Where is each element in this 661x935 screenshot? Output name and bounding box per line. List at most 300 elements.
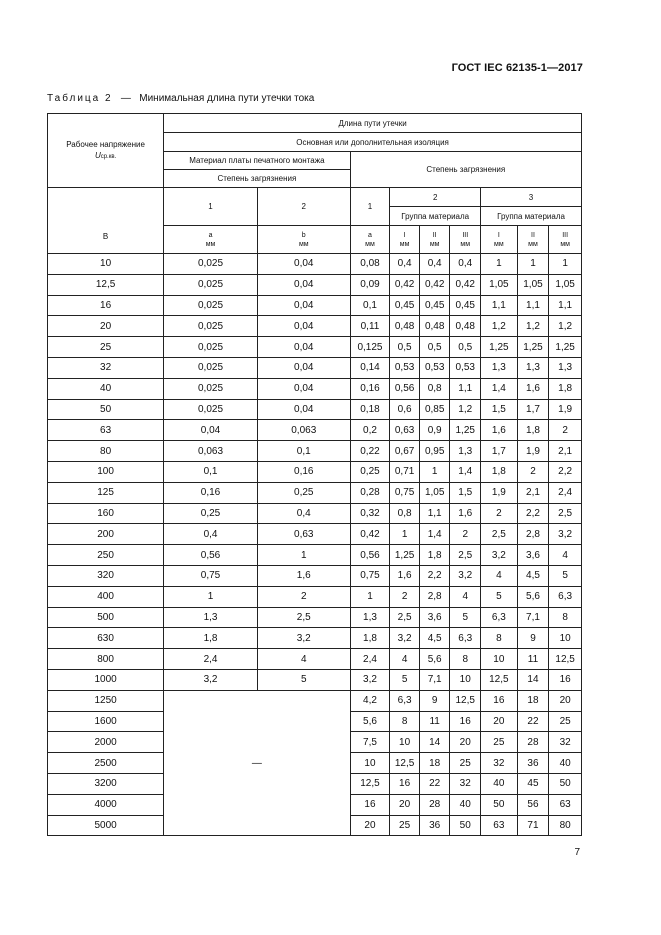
table-cell: 1,6 — [257, 565, 350, 586]
note-a-pcb: a мм — [164, 226, 258, 254]
table-cell: 14 — [419, 732, 450, 753]
table-cell: 0,04 — [257, 254, 350, 275]
table-cell: 2,5 — [390, 607, 420, 628]
table-cell: 1,25 — [390, 545, 420, 566]
table-cell: 2,8 — [517, 524, 549, 545]
table-cell: 8 — [549, 607, 582, 628]
table-cell: 2,5 — [450, 545, 481, 566]
table-cell: 0,75 — [350, 565, 390, 586]
table-cell: 1,8 — [549, 378, 582, 399]
table-cell: 22 — [517, 711, 549, 732]
empty-dash-cell: — — [164, 690, 350, 836]
creepage-table — [47, 113, 582, 836]
table-cell: 0,04 — [257, 274, 350, 295]
table-cell: 16 — [48, 295, 164, 316]
table-row — [48, 441, 582, 462]
group-II-deg3: II мм — [517, 226, 549, 254]
voltage-unit: В — [48, 188, 164, 254]
table-row — [48, 669, 582, 690]
table-cell: 40 — [450, 794, 481, 815]
table-cell: 320 — [48, 565, 164, 586]
caption-dash: — — [120, 93, 131, 104]
table-cell: 0,063 — [257, 420, 350, 441]
table-cell: 50 — [450, 815, 481, 836]
table-cell: 3200 — [48, 773, 164, 794]
table-row — [48, 649, 582, 670]
table-cell: 80 — [549, 815, 582, 836]
table-cell: 5000 — [48, 815, 164, 836]
table-cell: 0,63 — [257, 524, 350, 545]
table-cell: 0,025 — [164, 378, 258, 399]
table-cell: 3,2 — [549, 524, 582, 545]
table-cell: 1,1 — [517, 295, 549, 316]
table-cell: 4,2 — [350, 690, 390, 711]
table-cell: 250 — [48, 545, 164, 566]
table-cell: 1 — [419, 461, 450, 482]
table-cell: 3,2 — [481, 545, 518, 566]
table-cell: 32 — [549, 732, 582, 753]
table-cell: 5 — [549, 565, 582, 586]
table-row — [48, 357, 582, 378]
table-cell: 630 — [48, 628, 164, 649]
table-cell: 0,25 — [257, 482, 350, 503]
table-cell: 1,3 — [517, 357, 549, 378]
group-I-deg3: I мм — [481, 226, 518, 254]
table-cell: 0,4 — [164, 524, 258, 545]
table-cell: 0,8 — [390, 503, 420, 524]
table-row — [48, 399, 582, 420]
table-cell: 0,4 — [450, 254, 481, 275]
table-cell: 1,6 — [390, 565, 420, 586]
table-cell: 12,5 — [549, 649, 582, 670]
table-cell: 7,1 — [517, 607, 549, 628]
table-cell: 0,04 — [257, 378, 350, 399]
table-cell: 50 — [481, 794, 518, 815]
degree-2-pcb: 2 — [257, 188, 350, 226]
standard-header: ГОСТ IEC 62135-1—2017 — [451, 62, 583, 74]
table-cell: 1,3 — [481, 357, 518, 378]
table-cell: 1,3 — [350, 607, 390, 628]
table-cell: 9 — [517, 628, 549, 649]
table-row — [48, 420, 582, 441]
pcb-material-header: Материал платы печатного монтажа — [164, 152, 350, 170]
table-cell: 0,8 — [419, 378, 450, 399]
table-cell: 20 — [48, 316, 164, 337]
table-cell: 125 — [48, 482, 164, 503]
table-cell: 2 — [450, 524, 481, 545]
table-cell: 2,4 — [164, 649, 258, 670]
table-cell: 25 — [481, 732, 518, 753]
table-cell: 40 — [481, 773, 518, 794]
table-cell: 10 — [481, 649, 518, 670]
table-cell: 18 — [517, 690, 549, 711]
table-row — [48, 565, 582, 586]
table-cell: 32 — [481, 753, 518, 774]
table-cell: 1,25 — [549, 337, 582, 358]
table-cell: 5 — [390, 669, 420, 690]
table-row — [48, 337, 582, 358]
table-cell: 10 — [350, 753, 390, 774]
table-cell: 0,16 — [164, 482, 258, 503]
table-cell: 0,04 — [257, 316, 350, 337]
table-cell: 10 — [390, 732, 420, 753]
table-cell: 800 — [48, 649, 164, 670]
table-cell: 1,7 — [481, 441, 518, 462]
table-cell: 2000 — [48, 732, 164, 753]
table-cell: 1,9 — [481, 482, 518, 503]
table-cell: 16 — [450, 711, 481, 732]
table-cell: 0,025 — [164, 337, 258, 358]
table-cell: 1,05 — [481, 274, 518, 295]
table-cell: 6,3 — [450, 628, 481, 649]
table-cell: 0,09 — [350, 274, 390, 295]
table-cell: 0,16 — [350, 378, 390, 399]
table-cell: 1,6 — [517, 378, 549, 399]
material-group-3: Группа материала — [481, 207, 582, 226]
table-cell: 1,2 — [517, 316, 549, 337]
table-cell: 0,42 — [390, 274, 420, 295]
table-cell: 45 — [517, 773, 549, 794]
table-cell: 0,025 — [164, 254, 258, 275]
table-cell: 0,4 — [257, 503, 350, 524]
table-cell: 1,05 — [419, 482, 450, 503]
table-cell: 1 — [257, 545, 350, 566]
degree-3: 3 — [481, 188, 582, 207]
table-cell: 100 — [48, 461, 164, 482]
table-cell: 4 — [390, 649, 420, 670]
table-cell: 1,1 — [481, 295, 518, 316]
table-cell: 1,25 — [450, 420, 481, 441]
table-cell: 12,5 — [350, 773, 390, 794]
degree-1: 1 — [350, 188, 390, 226]
table-cell: 1250 — [48, 690, 164, 711]
table-cell: 0,025 — [164, 295, 258, 316]
table-cell: 25 — [390, 815, 420, 836]
table-cell: 18 — [419, 753, 450, 774]
group-I-deg2: I мм — [390, 226, 420, 254]
table-cell: 0,75 — [390, 482, 420, 503]
table-cell: 63 — [549, 794, 582, 815]
table-row — [48, 378, 582, 399]
table-cell: 1,05 — [517, 274, 549, 295]
table-cell: 12,5 — [48, 274, 164, 295]
table-cell: 5 — [450, 607, 481, 628]
table-cell: 20 — [390, 794, 420, 815]
table-cell: 71 — [517, 815, 549, 836]
table-cell: 1000 — [48, 669, 164, 690]
table-cell: 0,04 — [257, 357, 350, 378]
table-cell: 0,45 — [419, 295, 450, 316]
table-row — [48, 690, 582, 711]
table-cell: 0,85 — [419, 399, 450, 420]
table-cell: 1,1 — [419, 503, 450, 524]
table-cell: 36 — [419, 815, 450, 836]
table-cell: 1,25 — [517, 337, 549, 358]
table-cell: 0,5 — [390, 337, 420, 358]
table-cell: 0,16 — [257, 461, 350, 482]
table-cell: 3,2 — [257, 628, 350, 649]
creepage-title: Длина пути утечки — [164, 114, 582, 133]
table-cell: 0,9 — [419, 420, 450, 441]
table-cell: 20 — [549, 690, 582, 711]
table-cell: 1,7 — [517, 399, 549, 420]
table-cell: 20 — [450, 732, 481, 753]
table-cell: 25 — [450, 753, 481, 774]
table-cell: 2 — [549, 420, 582, 441]
table-row — [48, 295, 582, 316]
table-cell: 0,28 — [350, 482, 390, 503]
table-cell: 1,1 — [450, 378, 481, 399]
table-cell: 2,5 — [257, 607, 350, 628]
table-cell: 0,75 — [164, 565, 258, 586]
table-cell: 3,2 — [390, 628, 420, 649]
table-cell: 0,04 — [257, 399, 350, 420]
table-cell: 1 — [390, 524, 420, 545]
table-cell: 10 — [549, 628, 582, 649]
table-cell: 0,5 — [450, 337, 481, 358]
table-cell: 0,56 — [350, 545, 390, 566]
table-cell: 1600 — [48, 711, 164, 732]
table-cell: 8 — [450, 649, 481, 670]
table-cell: 10 — [450, 669, 481, 690]
table-cell: 0,45 — [390, 295, 420, 316]
table-cell: 0,04 — [257, 337, 350, 358]
table-cell: 1,2 — [549, 316, 582, 337]
table-cell: 2,2 — [419, 565, 450, 586]
table-cell: 1,8 — [517, 420, 549, 441]
table-cell: 0,08 — [350, 254, 390, 275]
table-row — [48, 274, 582, 295]
table-cell: 0,025 — [164, 316, 258, 337]
table-cell: 0,1 — [164, 461, 258, 482]
table-row — [48, 524, 582, 545]
table-cell: 50 — [48, 399, 164, 420]
table-cell: 0,48 — [419, 316, 450, 337]
table-cell: 3,6 — [517, 545, 549, 566]
table-cell: 6,3 — [481, 607, 518, 628]
table-cell: 16 — [350, 794, 390, 815]
table-cell: 28 — [419, 794, 450, 815]
table-cell: 0,56 — [164, 545, 258, 566]
table-cell: 0,025 — [164, 357, 258, 378]
table-cell: 3,2 — [450, 565, 481, 586]
table-cell: 12,5 — [450, 690, 481, 711]
table-cell: 0,53 — [390, 357, 420, 378]
material-group-2: Группа материала — [390, 207, 481, 226]
group-III-deg2: III мм — [450, 226, 481, 254]
table-cell: 0,11 — [350, 316, 390, 337]
table-cell: 2,2 — [517, 503, 549, 524]
degree-2: 2 — [390, 188, 481, 207]
voltage-header: Рабочее напряжение Uср.кв. — [48, 114, 164, 188]
table-cell: 0,025 — [164, 274, 258, 295]
table-cell: 160 — [48, 503, 164, 524]
table-cell: 63 — [48, 420, 164, 441]
table-cell: 4,5 — [419, 628, 450, 649]
caption-label: Таблица 2 — [47, 93, 113, 104]
table-cell: 1,3 — [450, 441, 481, 462]
table-cell: 1,3 — [549, 357, 582, 378]
table-cell: 22 — [419, 773, 450, 794]
table-cell: 2 — [481, 503, 518, 524]
table-cell: 63 — [481, 815, 518, 836]
table-cell: 1,4 — [419, 524, 450, 545]
table-cell: 16 — [481, 690, 518, 711]
table-cell: 25 — [48, 337, 164, 358]
caption-title: Минимальная длина пути утечки тока — [139, 93, 315, 104]
page-number: 7 — [574, 847, 580, 858]
table-row — [48, 607, 582, 628]
table-cell: 0,2 — [350, 420, 390, 441]
table-cell: 1,9 — [549, 399, 582, 420]
table-cell: 1 — [164, 586, 258, 607]
table-cell: 2 — [257, 586, 350, 607]
table-cell: 1,4 — [481, 378, 518, 399]
note-a: a мм — [350, 226, 390, 254]
table-cell: 40 — [549, 753, 582, 774]
table-cell: 0,71 — [390, 461, 420, 482]
table-cell: 1 — [481, 254, 518, 275]
table-cell: 1,3 — [164, 607, 258, 628]
pollution-degree-header: Степень загрязнения — [350, 152, 581, 188]
table-cell: 10 — [48, 254, 164, 275]
table-cell: 0,95 — [419, 441, 450, 462]
table-cell: 1,2 — [481, 316, 518, 337]
table-cell: 5,6 — [350, 711, 390, 732]
table-cell: 36 — [517, 753, 549, 774]
table-cell: 2,8 — [419, 586, 450, 607]
table-cell: 20 — [481, 711, 518, 732]
table-cell: 8 — [481, 628, 518, 649]
table-cell: 1,8 — [419, 545, 450, 566]
table-cell: 0,18 — [350, 399, 390, 420]
table-cell: 0,48 — [450, 316, 481, 337]
table-cell: 80 — [48, 441, 164, 462]
table-row — [48, 503, 582, 524]
table-cell: 11 — [419, 711, 450, 732]
group-II-deg2: II мм — [419, 226, 450, 254]
table-cell: 0,4 — [390, 254, 420, 275]
table-cell: 2,2 — [549, 461, 582, 482]
table-cell: 200 — [48, 524, 164, 545]
table-cell: 1,6 — [450, 503, 481, 524]
table-cell: 0,025 — [164, 399, 258, 420]
table-cell: 3,2 — [164, 669, 258, 690]
table-cell: 1,2 — [450, 399, 481, 420]
table-cell: 0,25 — [164, 503, 258, 524]
table-cell: 7,5 — [350, 732, 390, 753]
table-cell: 1 — [549, 254, 582, 275]
table-cell: 2 — [390, 586, 420, 607]
table-cell: 4000 — [48, 794, 164, 815]
table-cell: 8 — [390, 711, 420, 732]
table-row — [48, 586, 582, 607]
table-cell: 4 — [481, 565, 518, 586]
note-b-pcb: b мм — [257, 226, 350, 254]
table-cell: 0,22 — [350, 441, 390, 462]
pcb-pollution-degree-header: Степень загрязнения — [164, 170, 350, 188]
table-cell: 25 — [549, 711, 582, 732]
table-caption — [47, 93, 314, 104]
table-cell: 56 — [517, 794, 549, 815]
table-cell: 50 — [549, 773, 582, 794]
table-cell: 3,2 — [350, 669, 390, 690]
table-cell: 1,8 — [164, 628, 258, 649]
table-cell: 0,125 — [350, 337, 390, 358]
table-cell: 2,4 — [350, 649, 390, 670]
table-cell: 6,3 — [390, 690, 420, 711]
table-cell: 500 — [48, 607, 164, 628]
table-cell: 1 — [350, 586, 390, 607]
degree-1-pcb: 1 — [164, 188, 258, 226]
table-cell: 400 — [48, 586, 164, 607]
table-cell: 1,5 — [450, 482, 481, 503]
table-cell: 4 — [450, 586, 481, 607]
table-cell: 0,4 — [419, 254, 450, 275]
table-row — [48, 482, 582, 503]
table-cell: 2,1 — [517, 482, 549, 503]
table-cell: 2,5 — [481, 524, 518, 545]
table-cell: 0,32 — [350, 503, 390, 524]
table-cell: 12,5 — [481, 669, 518, 690]
table-cell: 28 — [517, 732, 549, 753]
table-cell: 7,1 — [419, 669, 450, 690]
table-cell: 0,5 — [419, 337, 450, 358]
table-cell: 1,9 — [517, 441, 549, 462]
table-cell: 40 — [48, 378, 164, 399]
table-cell: 0,48 — [390, 316, 420, 337]
table-cell: 4,5 — [517, 565, 549, 586]
table-row — [48, 545, 582, 566]
table-cell: 0,56 — [390, 378, 420, 399]
table-cell: 5 — [257, 669, 350, 690]
table-cell: 0,53 — [450, 357, 481, 378]
table-row — [48, 628, 582, 649]
table-cell: 12,5 — [390, 753, 420, 774]
table-row — [48, 254, 582, 275]
table-cell: 1 — [517, 254, 549, 275]
table-cell: 0,14 — [350, 357, 390, 378]
table-cell: 4 — [257, 649, 350, 670]
table-cell: 2,4 — [549, 482, 582, 503]
table-cell: 1,6 — [481, 420, 518, 441]
table-row — [48, 461, 582, 482]
table-cell: 0,42 — [350, 524, 390, 545]
group-III-deg3: III мм — [549, 226, 582, 254]
table-cell: 4 — [549, 545, 582, 566]
table-cell: 14 — [517, 669, 549, 690]
table-cell: 0,063 — [164, 441, 258, 462]
table-cell: 5,6 — [419, 649, 450, 670]
table-cell: 5 — [481, 586, 518, 607]
table-cell: 0,53 — [419, 357, 450, 378]
table-cell: 1,1 — [549, 295, 582, 316]
table-cell: 1,4 — [450, 461, 481, 482]
table-row — [48, 316, 582, 337]
table-cell: 1,25 — [481, 337, 518, 358]
table-cell: 2500 — [48, 753, 164, 774]
table-cell: 0,25 — [350, 461, 390, 482]
table-cell: 0,04 — [164, 420, 258, 441]
insulation-title: Основная или дополнительная изоляция — [164, 133, 582, 152]
table-cell: 1,8 — [481, 461, 518, 482]
table-cell: 16 — [549, 669, 582, 690]
table-cell: 0,45 — [450, 295, 481, 316]
table-cell: 0,67 — [390, 441, 420, 462]
table-cell: 3,6 — [419, 607, 450, 628]
table-cell: 0,42 — [419, 274, 450, 295]
table-cell: 6,3 — [549, 586, 582, 607]
